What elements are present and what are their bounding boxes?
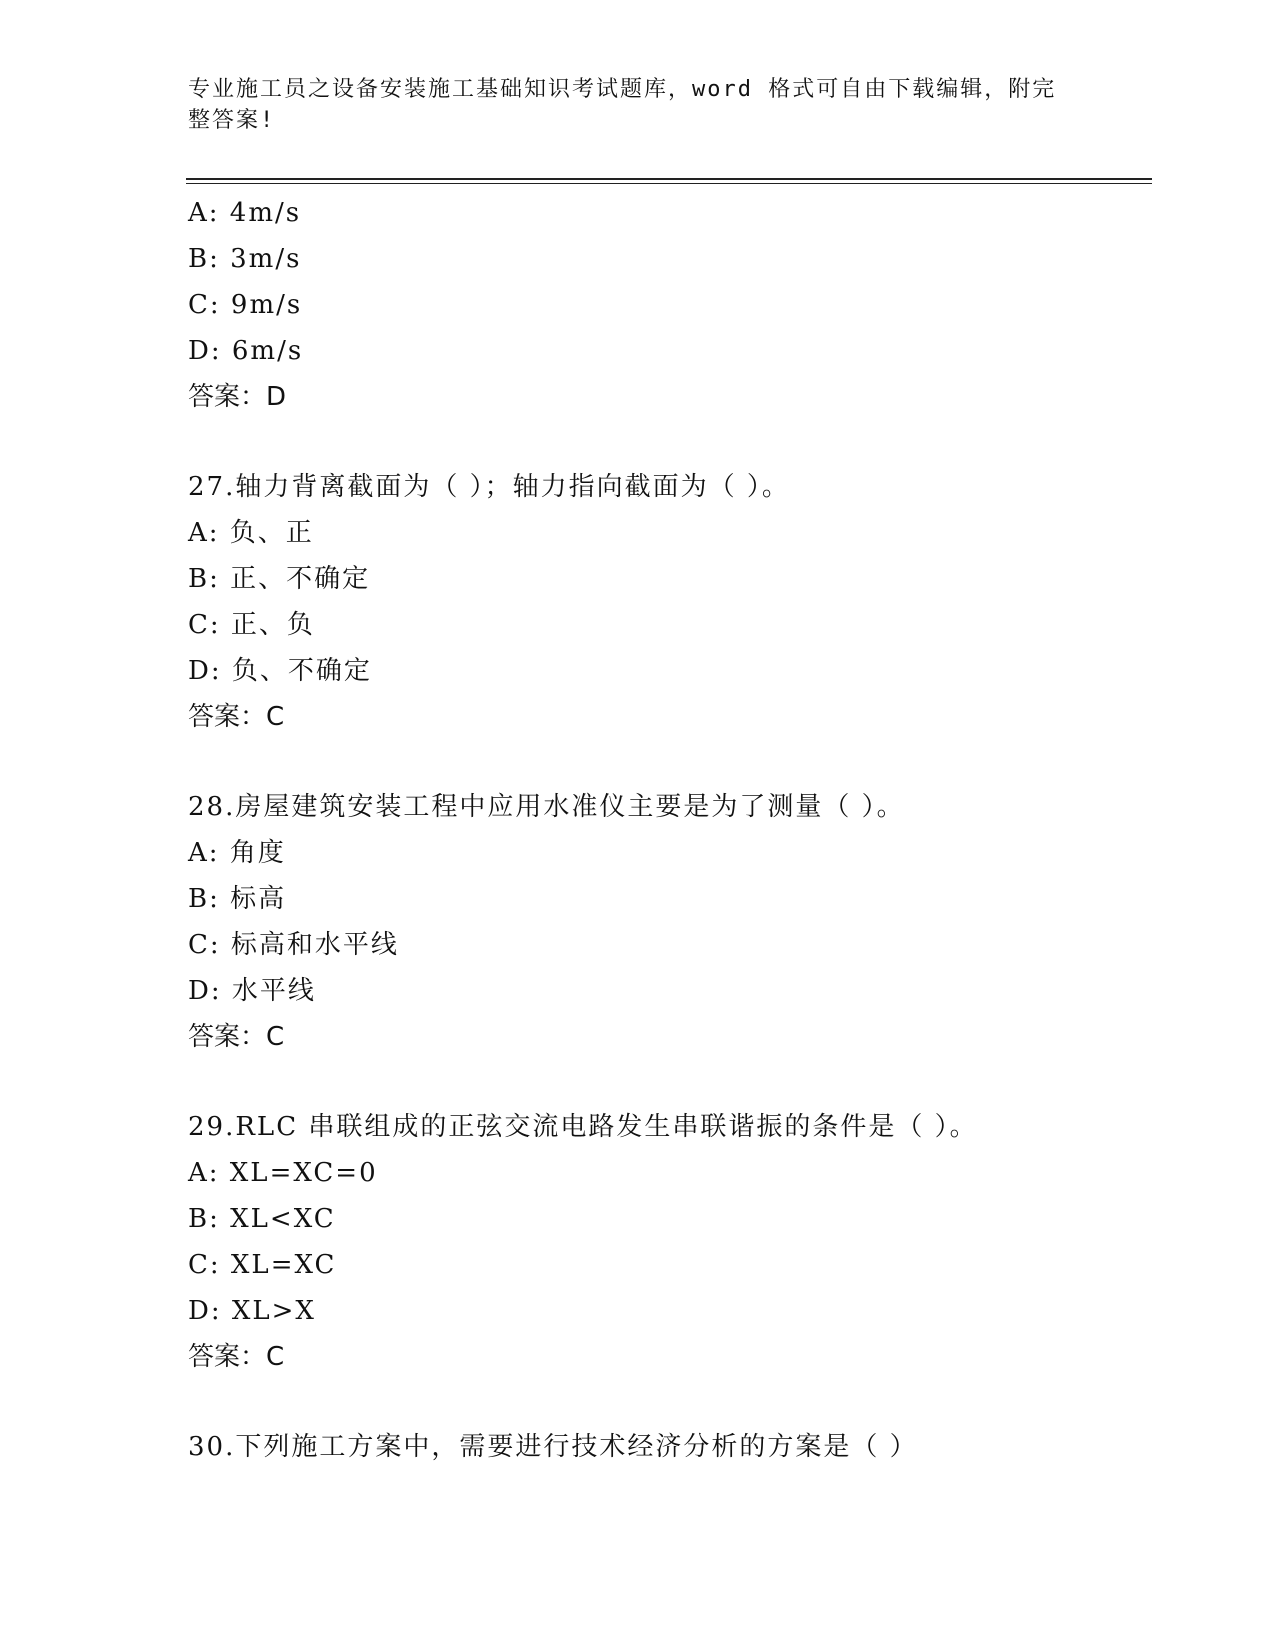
option-b: B: 标高 (188, 884, 287, 914)
option-c: C: XL=XC (188, 1250, 337, 1280)
question-list (188, 190, 1148, 1470)
answer-line: 答案：D (188, 382, 287, 412)
answer-line: 答案：C (188, 702, 285, 732)
answer-line: 答案：C (188, 1342, 285, 1372)
question-block-28 (188, 784, 1148, 1060)
question-text: 30.下列施工方案中，需要进行技术经济分析的方案是（ ） (188, 1432, 918, 1462)
question-text: 29.RLC 串联组成的正弦交流电路发生串联谐振的条件是（ ）。 (188, 1112, 978, 1142)
option-a: A: 负、正 (188, 518, 314, 548)
question-text: 27.轴力背离截面为（ ）；轴力指向截面为（ ）。 (188, 472, 790, 502)
header-rule-thick (186, 178, 1152, 180)
option-c: C: 标高和水平线 (188, 930, 399, 960)
option-a: A: 角度 (188, 838, 286, 868)
question-block-27 (188, 464, 1148, 740)
answer-line: 答案：C (188, 1022, 285, 1052)
option-d: D: 水平线 (188, 976, 316, 1006)
option-a: A: XL=XC=0 (188, 1158, 378, 1188)
option-b: B: XL<XC (188, 1204, 336, 1234)
option-d: D: XL>X (188, 1296, 316, 1326)
question-text: 28.房屋建筑安装工程中应用水准仪主要是为了测量（ ）。 (188, 792, 905, 822)
option-b: B: 正、不确定 (188, 564, 371, 594)
option-c: C: 正、负 (188, 610, 315, 640)
question-block-30 (188, 1424, 1148, 1470)
option-a: A: 4m/s (188, 198, 302, 228)
option-b: B: 3m/s (188, 244, 302, 274)
question-block-26 (188, 190, 1148, 420)
header-rule-thin (186, 183, 1152, 184)
option-c: C: 9m/s (188, 290, 303, 320)
question-block-29 (188, 1104, 1148, 1380)
document-header: 专业施工员之设备安装施工基础知识考试题库，word 格式可自由下载编辑，附完整答案! (188, 77, 1057, 133)
option-d: D: 负、不确定 (188, 656, 372, 686)
option-d: D: 6m/s (188, 336, 304, 366)
